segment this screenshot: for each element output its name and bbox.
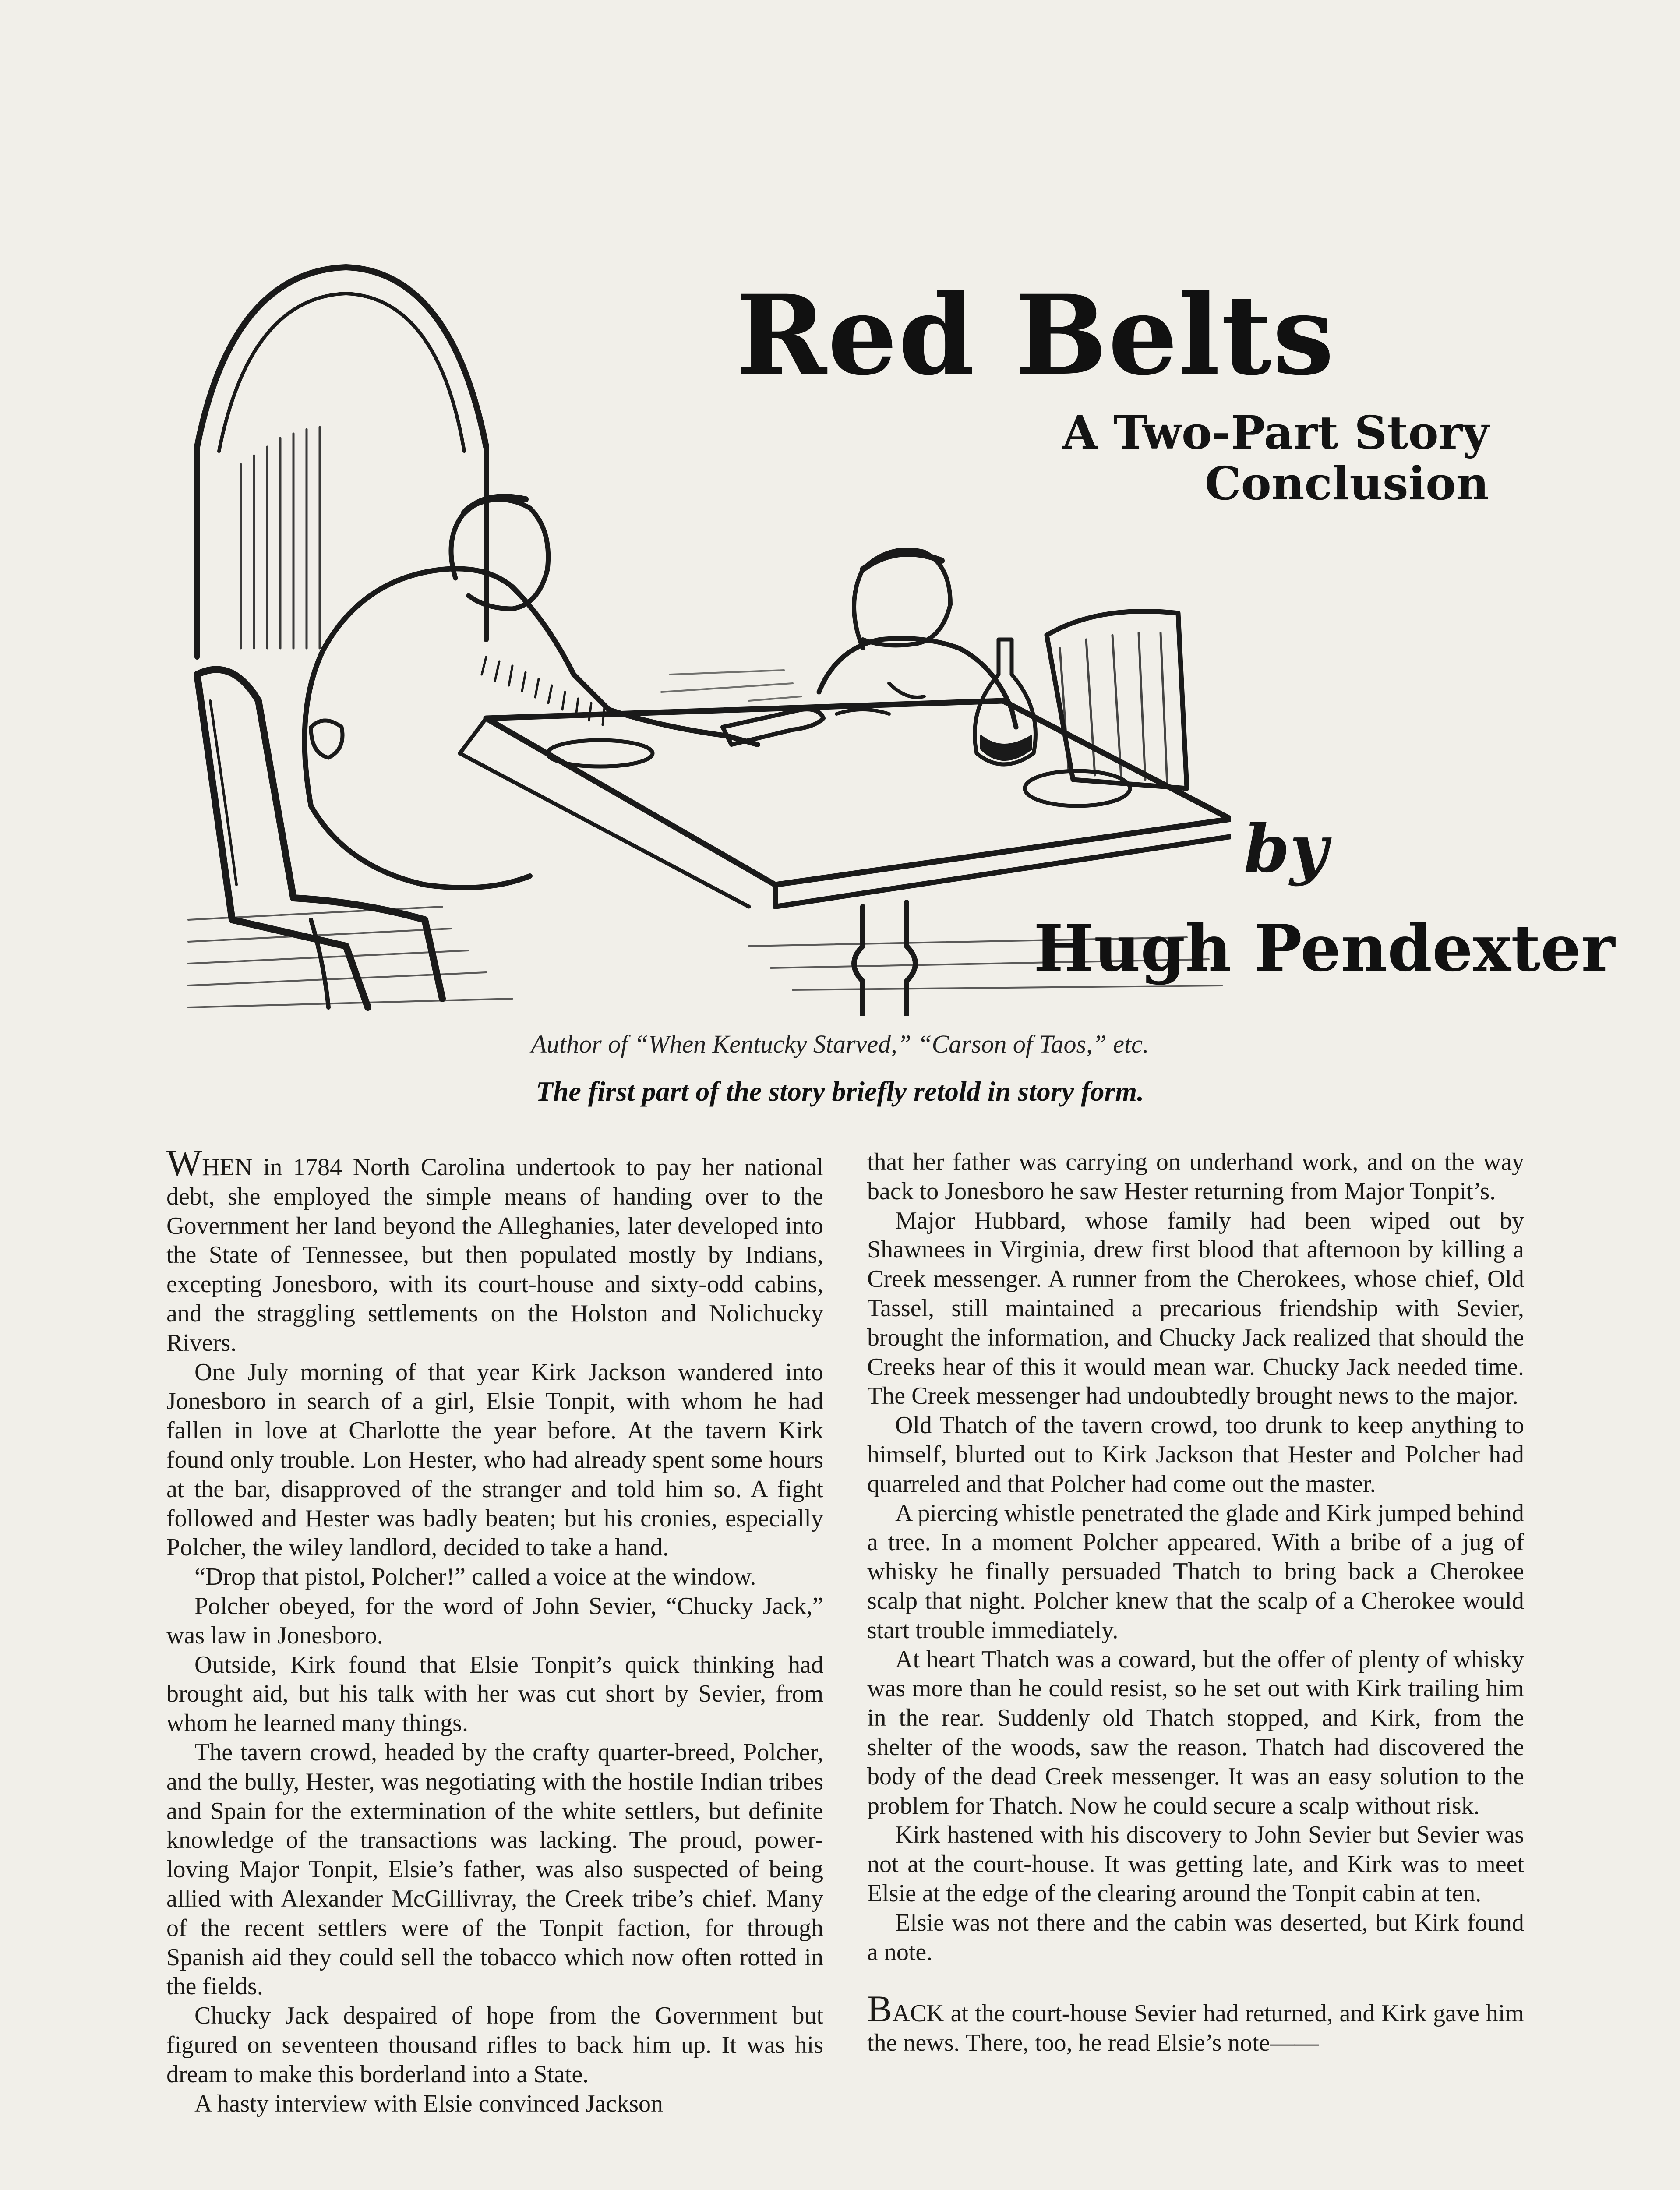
byline-by: by (1244, 810, 1328, 887)
seated-man-figure (819, 639, 1016, 728)
story-title: Red Belts (736, 271, 1335, 399)
left-column (166, 1141, 823, 2118)
paragraph: A hasty interview with Elsie convinced Jackson (194, 2090, 663, 2117)
subtitle-line-2: Conclusion (1204, 456, 1489, 511)
story-subtitle (1007, 407, 1489, 509)
paragraph: “Drop that pistol, Polcher!” called a voice at the window. (194, 1563, 756, 1591)
drop-cap: B (867, 1988, 893, 2030)
paragraph: One July morning of that year Kirk Jackson wandered into Jonesboro in search of a girl, Elsie Tonpit, with whom he had fallen in love at Charlotte the year before. At the tavern Kirk found only trouble. Lon Hester, who had already spent some hours at the bar, disapproved of the stranger and told him so. A fight followed and Hester was badly beaten; but his cronies, especially Polcher, the wiley landlord, decided to take a hand. (166, 1358, 823, 1561)
paragraph: BACK at the court-house Sevier had returned, and Kirk gave him the news. There, too, he read Elsie’s note—— (867, 1988, 1524, 2057)
paragraph: WHEN in 1784 North Carolina undertook to pay her national debt, she employed the simple means of handing over to the Government her land beyond the Alleghanies, later developed into the State of Tennessee, but then populated mostly by Indians, excepting Jonesboro, with its court-house and sixty-odd cabins, and the straggling settlements on the Holston and Nolichucky Rivers. (166, 1141, 823, 1356)
right-column (867, 1148, 1524, 2058)
paragraph: Major Hubbard, whose family had been wiped out by Shawnees in Virginia, drew first blood that afternoon by killing a Creek messenger. A runner from the Cherokees, whose chief, Old Tassel, still maintained a precarious friendship with Sevier, brought the information, and Chucky Jack realized that should the Creeks hear of this it would mean war. Chucky Jack needed time. The Creek messenger had undoubtedly brought news to the major. (867, 1207, 1524, 1410)
paragraph: Old Thatch of the tavern crowd, too drunk to keep anything to himself, blurted out to Kirk Jackson that Hester and Polcher had quarreled and that Polcher had come out the master. (867, 1412, 1524, 1498)
paragraph: Polcher obeyed, for the word of John Sevier, “Chucky Jack,” was law in Jonesboro. (166, 1592, 823, 1649)
author-name: Hugh Pendexter (1034, 911, 1615, 986)
subtitle-line-1: A Two-Part Story (1062, 406, 1489, 459)
paragraph: A piercing whistle penetrated the glade and Kirk jumped behind a tree. In a moment Polcher appeared. With a bribe of a jug of whisky he finally persuaded Thatch to bring back a Cherokee scalp that night. Polcher knew that the scalp of a Cherokee would start trouble immediately. (867, 1499, 1524, 1644)
recap-note: The first part of the story briefly retold in story form. (536, 1076, 1144, 1107)
drop-cap: W (166, 1141, 202, 1183)
paragraph: Chucky Jack despaired of hope from the Government but figured on seventeen thousand rifles to back him up. It was his dream to make this borderland into a State. (166, 2002, 823, 2088)
paragraph: Elsie was not there and the cabin was deserted, but Kirk found a note. (867, 1909, 1524, 1966)
paragraph: Outside, Kirk found that Elsie Tonpit’s quick thinking had brought aid, but his talk with her was cut short by Sevier, from whom he learned many things. (166, 1651, 823, 1737)
paragraph: The tavern crowd, headed by the crafty quarter-breed, Polcher, and the bully, Hester, was negotiating with the hostile Indian tribes and Spain for the extermination of the white settlers, but definite knowledge of the transactions was lacking. The proud, power-loving Major Tonpit, Elsie’s father, was also suspected of being allied with Alexander McGillivray, the Creek tribe’s chief. Many of the recent settlers were of the Tonpit faction, for through Spanish aid they could sell the tobacco which now often rotted in the fields. (166, 1738, 823, 2000)
author-credits: Author of “When Kentucky Starved,” “Carson of Taos,” etc. (531, 1030, 1149, 1058)
paragraph: At heart Thatch was a coward, but the offer of plenty of whisky was more than he could resist, so he set out with Kirk trailing him in the rear. Suddenly old Thatch stopped, and Kirk, from the shelter of the woods, saw the reason. Thatch had discovered the body of the dead Creek messenger. It was an easy solution to the problem for Thatch. Now he could secure a scalp without risk. (867, 1646, 1524, 1819)
paragraph: Kirk hastened with his discovery to John Sevier but Sevier was not at the court-house. It was getting late, and Kirk was to meet Elsie at the edge of the clearing around the Tonpit cabin at ten. (867, 1821, 1524, 1907)
paragraph: that her father was carrying on underhand work, and on the way back to Jonesboro he saw Hester returning from Major Tonpit’s. (867, 1148, 1524, 1205)
